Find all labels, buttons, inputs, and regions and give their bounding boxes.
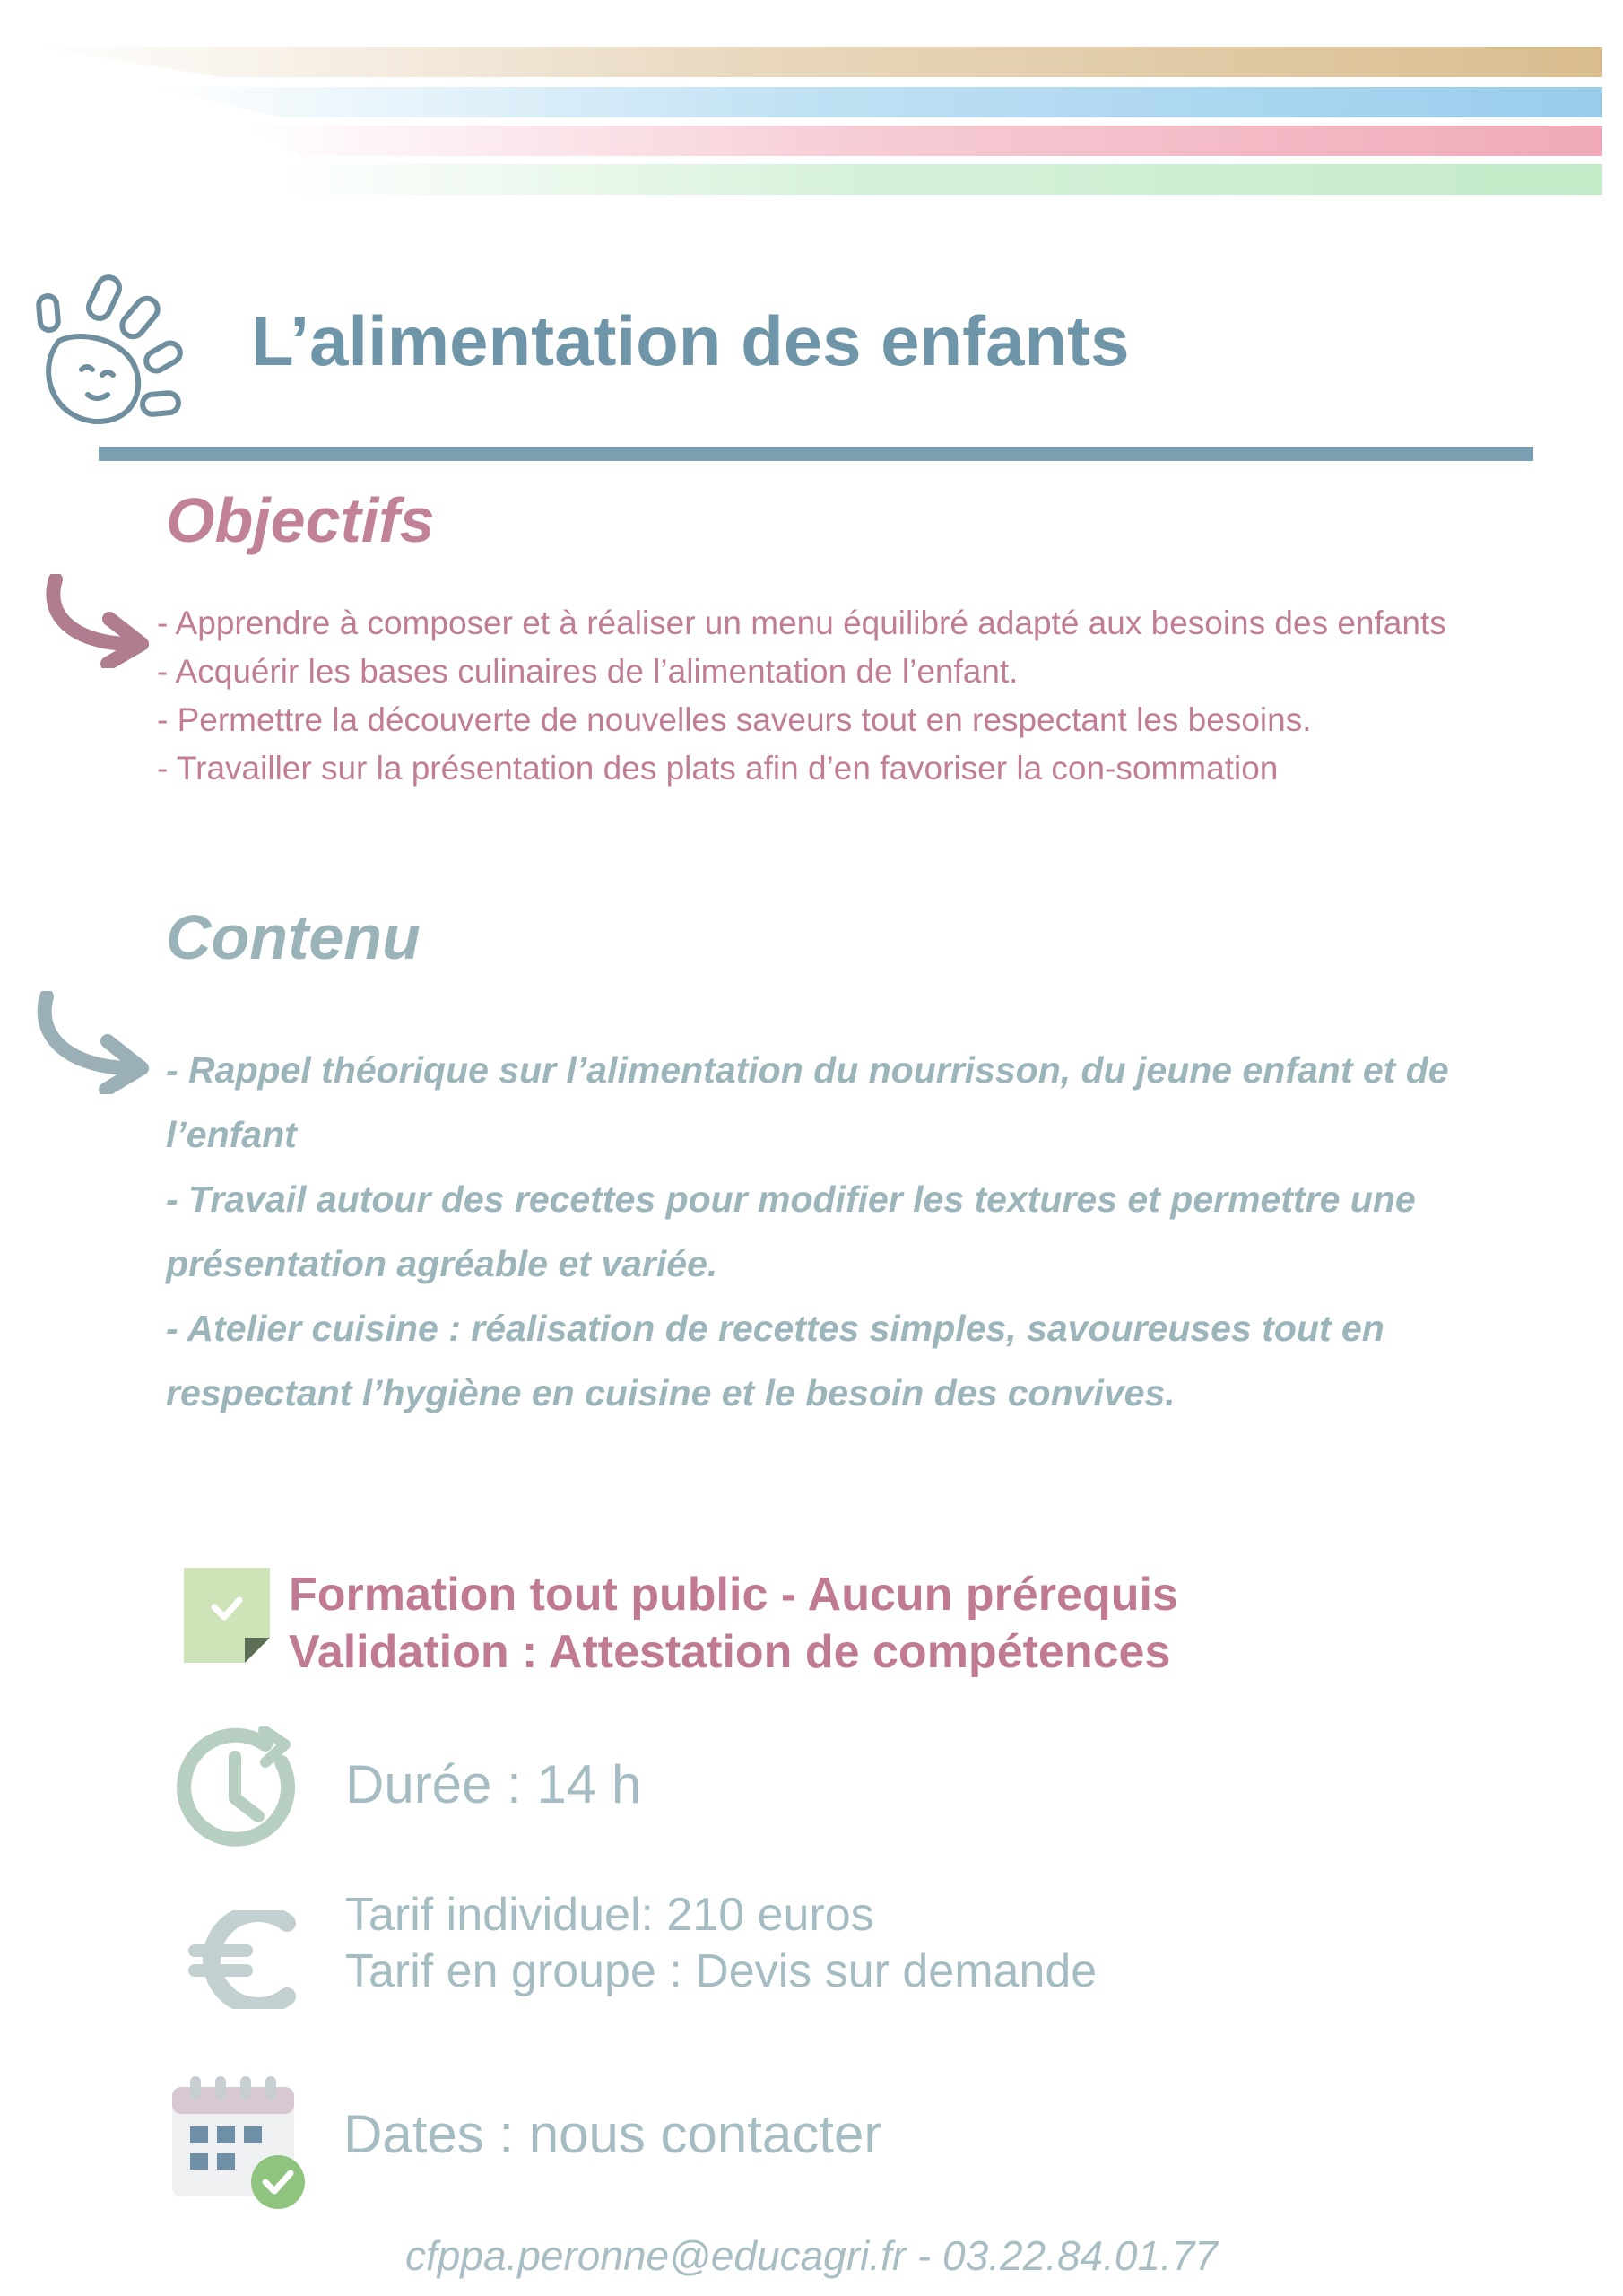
validation-text: Validation : Attestation de compétences (289, 1626, 1171, 1678)
objectives-list (157, 599, 1529, 793)
decorative-stripe-blue (152, 87, 1602, 117)
decorative-stripe-pink (247, 126, 1602, 156)
list-item: - Permettre la découverte de nouvelles saveurs tout en respectant les besoins. (157, 701, 1312, 738)
audience-text: Formation tout public - Aucun prérequis (289, 1569, 1178, 1621)
clock-icon (176, 1726, 303, 1854)
euro-icon (188, 1910, 296, 2009)
page-title: L’alimentation des enfants (251, 301, 1130, 380)
contact-email[interactable]: cfppa.peronne@educagri.fr (405, 2232, 907, 2279)
curved-arrow-icon (36, 991, 152, 1094)
contact-separator: - (906, 2232, 943, 2279)
list-item: - Travailler sur la présentation des plats afin d’en favoriser la con-sommation (157, 750, 1279, 787)
price-group-text: Tarif en groupe : Devis sur demande (345, 1945, 1098, 1997)
curved-arrow-icon (45, 574, 152, 668)
title-divider (99, 447, 1533, 461)
decorative-stripe-gold (31, 47, 1602, 77)
decorative-stripe-green (269, 164, 1602, 195)
list-item: - Travail autour des recettes pour modifier les textures et permettre une présentation agréable et variée. (166, 1178, 1416, 1284)
list-item: - Rappel théorique sur l’alimentation du nourrisson, du jeune enfant et de l’enfant (166, 1049, 1449, 1155)
calendar-icon (170, 2076, 309, 2211)
check-note-icon (184, 1568, 270, 1663)
objectives-heading: Objectifs (166, 485, 435, 555)
dates-text: Dates : nous contacter (343, 2104, 882, 2164)
contact-phone[interactable]: 03.22.84.01.77 (942, 2232, 1218, 2279)
price-individual-text: Tarif individuel: 210 euros (345, 1889, 874, 1941)
list-item: - Acquérir les bases culinaires de l’alimentation de l’enfant. (157, 653, 1019, 690)
content-heading: Contenu (166, 902, 421, 972)
duration-text: Durée : 14 h (345, 1754, 642, 1814)
contact-line (0, 2231, 1623, 2280)
list-item: - Apprendre à composer et à réaliser un menu équilibré adapté aux besoins des enfants (157, 604, 1446, 641)
hand-icon (32, 269, 194, 430)
list-item: - Atelier cuisine : réalisation de recettes simples, savoureuses tout en respectant l’hygiène en cuisine et le besoin des convives. (166, 1308, 1384, 1413)
content-list (166, 1038, 1529, 1425)
